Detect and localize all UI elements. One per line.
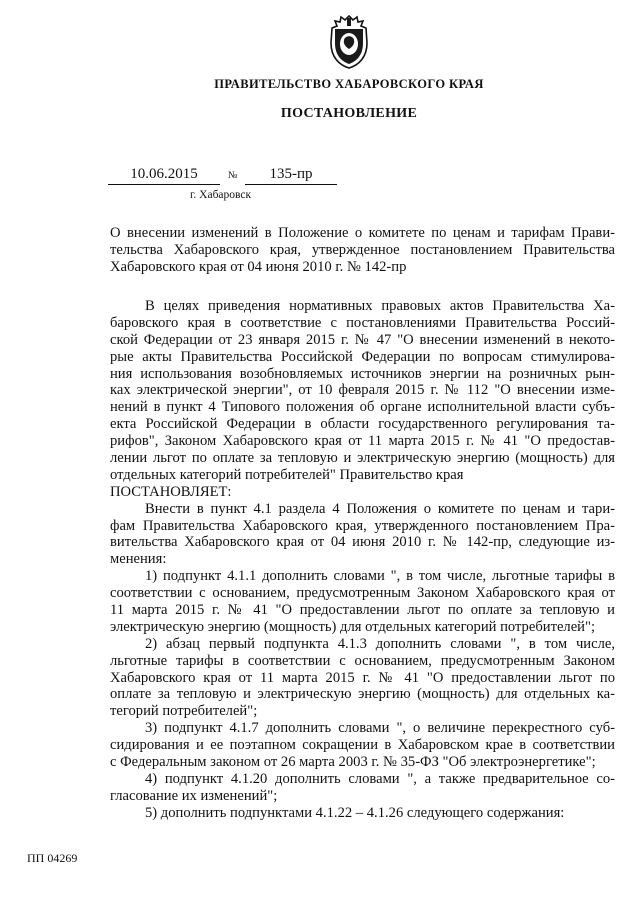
body-line: оплате за тепловую и электрическую энергию (мощность) для отдельных ка- [110, 686, 615, 703]
government-name: ПРАВИТЕЛЬСТВО ХАБАРОВСКОГО КРАЯ [214, 77, 484, 91]
body-line: 11 марта 2015 г. № 41 "О предоставлении льгот по оплате за тепловую и [110, 602, 615, 619]
decree-body [110, 298, 615, 822]
body-line: ской Федерации от 23 января 2015 г. № 47 "О внесении изменений в некото- [110, 331, 615, 348]
title-line: О внесении изменений в Положение о комитете по ценам и тарифам Прави- [110, 225, 615, 241]
body-line: с Федеральным законом от 26 марта 2003 г. № 35-ФЗ "Об электроэнергетике"; [110, 754, 596, 771]
body-line: ния использования возобновляемых источников энергии на розничных рын- [110, 365, 615, 382]
body-line: 5) дополнить подпунктами 4.1.22 – 4.1.26 следующего содержания: [145, 804, 565, 821]
body-line: ках электрической энергии", от 10 февраля 2015 г. № 112 "О внесении изме- [110, 382, 615, 399]
body-line: Хабаровского края от 11 марта 2015 г. № 41 "О предоставлении льгот по [110, 669, 615, 686]
body-line: В целях приведения нормативных правовых актов Правительства Ха- [145, 298, 615, 314]
body-line: 4) подпункт 4.1.20 дополнить словами ", а также предварительное со- [145, 770, 615, 787]
body-line: менения: [110, 551, 167, 568]
body-line: 1) подпункт 4.1.1 дополнить словами ", в том числе, льготные тарифы в [145, 568, 615, 585]
body-line: лении льгот по оплате за тепловую и электрическую энергию (мощность) для [110, 450, 615, 467]
body-line: электрическую энергию (мощность) для отдельных категорий потребителей"; [110, 618, 596, 635]
body-line: 2) абзац первый подпункта 4.1.3 дополнить словами ", в том числе, [145, 635, 615, 652]
body-line: гласование их изменений"; [110, 787, 278, 804]
resolves-keyword: ПОСТАНОВЛЯЕТ: [110, 483, 232, 500]
body-line: рые акты Правительства Российской Федерации по вопросам стимулирова- [110, 348, 615, 365]
city-name: г. Хабаровск [190, 189, 252, 201]
decree-number: 135-пр [245, 166, 337, 185]
number-sign: № [228, 170, 238, 181]
body-line: вительства Хабаровского края от 04 июня 2010 г. № 142-пр, следующие из- [110, 534, 615, 551]
decree-date: 10.06.2015 [108, 166, 220, 185]
body-line: 3) подпункт 4.1.7 дополнить словами ", о величине перекрестного суб- [145, 720, 615, 737]
body-line: баровского края в соответствие с постановлениями Правительства Россий- [110, 314, 615, 331]
body-line: тегорий потребителей"; [110, 703, 258, 720]
body-line: сидирования и ее поэтапном сокращении в Хабаровском крае в соответствии [110, 737, 615, 754]
body-line: соответствии с основанием, предусмотренным Законом Хабаровского края от [110, 585, 615, 602]
body-line: рифов", Законом Хабаровского края от 11 марта 2015 г. № 41 "О предостав- [110, 433, 615, 450]
coat-of-arms-icon [327, 13, 371, 70]
body-line: фам Правительства Хабаровского края, утвержденного постановлением Пра- [110, 517, 615, 534]
body-line: Внести в пункт 4.1 раздела 4 Положения о комитете по ценам и тари- [145, 500, 615, 517]
document-code: ПП 04269 [27, 851, 78, 865]
body-line: нений в пункт 4 Типового положения об органе исполнительной власти субъ- [110, 399, 615, 416]
body-line: екта Российской Федерации в области государственного регулирования та- [110, 416, 615, 433]
title-line: тельства Хабаровского края, утвержденное постановлением Правительства [110, 241, 615, 258]
body-line: отдельных категорий потребителей" Правительство края [110, 466, 464, 483]
document-type: ПОСТАНОВЛЕНИЕ [280, 106, 418, 121]
title-line: Хабаровского края от 04 июня 2010 г. № 142-пр [110, 258, 407, 275]
body-line: льготные тарифы в соответствии с основанием, предусмотренным Законом [110, 652, 615, 669]
date-number-line [108, 166, 338, 186]
decree-title [110, 226, 615, 277]
